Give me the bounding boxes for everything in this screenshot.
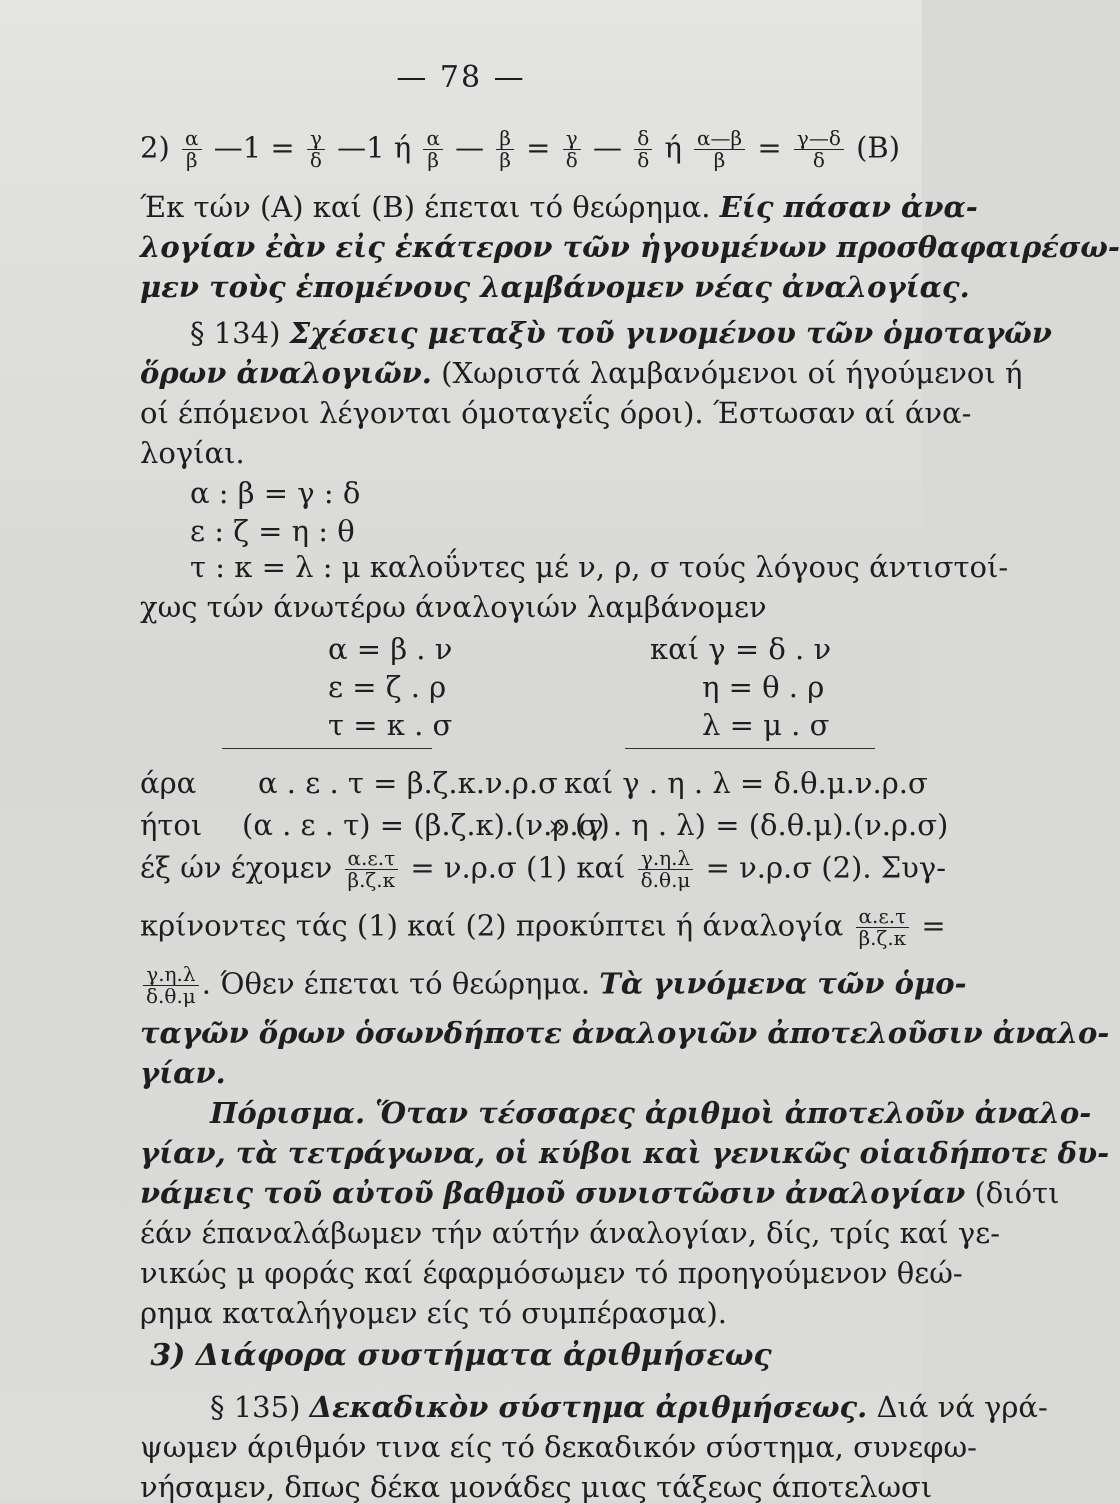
fraction-delta-delta: $\frac{\delta}{\delta}$	[634, 128, 652, 171]
fraction-aet-bzk-2: $\frac{\alpha.\varepsilon.\tau}{\beta.\zeta.\kappa}$	[856, 906, 910, 949]
htoi-label: ήτοι	[140, 808, 203, 842]
sys-row1-right: καί γ = δ . ν	[650, 632, 832, 666]
page-number: — 78 —	[396, 60, 526, 95]
proportion-2: ε : ζ = η : θ	[190, 514, 355, 548]
fraction-gmd-delta: $\frac{\gamma—\delta}{\delta}$	[794, 128, 844, 171]
fraction-amb-beta: $\frac{\alpha—\beta}{\beta}$	[694, 128, 745, 171]
fraction-ghl-dthm: $\frac{\gamma.\eta.\lambda}{\delta.\theta.\mu}$	[638, 848, 694, 891]
text-line-5: ὅρων ἀναλογιῶν. (Χωριστά λαμβανόμενοι οί ήγούμενοι ή	[140, 356, 1023, 390]
sys-row3-left: τ = κ . σ	[328, 708, 453, 742]
fraction-gamma-delta-2: $\frac{\gamma}{\delta}$	[563, 128, 581, 171]
sys-row1-left: α = β . ν	[328, 632, 453, 666]
rule-left	[222, 748, 432, 749]
proportion-3: τ : κ = λ : μ καλοΰντες μέ ν, ρ, σ τούς λόγους άντιστοί-	[190, 550, 1009, 584]
ara-right: καί γ . η . λ = δ.θ.μ.ν.ρ.σ	[564, 766, 928, 800]
fraction-alpha-beta-2: $\frac{\alpha}{\beta}$	[423, 128, 443, 171]
result-line-2: κρίνοντες τάς (1) καί (2) προκύπτει ή άναλογία $\frac{\alpha.\varepsilon.\tau}{\beta.\zeta.\kappa}$ =	[140, 904, 946, 950]
ara-left: α . ε . τ = β.ζ.κ.ν.ρ.σ	[258, 766, 558, 800]
fraction-beta-beta: $\frac{\beta}{\beta}$	[496, 128, 514, 171]
htoi-right: » (γ . η . λ) = (δ.θ.μ).(ν.ρ.σ)	[548, 808, 949, 842]
proportion-1: α : β = γ : δ	[190, 476, 361, 510]
porisma-line-6: ρημα καταλήγομεν είς τό συμπέρασμα).	[140, 1296, 727, 1330]
text-line-11: χως τών άνωτέρω άναλογιών λαμβάνομεν	[140, 590, 767, 624]
ara-label: άρα	[140, 766, 197, 800]
fraction-gamma-delta: $\frac{\gamma}{\delta}$	[307, 128, 325, 171]
sys-row3-right: λ = μ . σ	[702, 708, 830, 742]
sys-row2-left: ε = ζ . ρ	[328, 670, 447, 704]
section-135-line-2: ψωμεν άριθμόν τινα είς τό δεκαδικόν σύστημα, συνεφω-	[140, 1430, 977, 1464]
equation-2: 2) $\frac{\alpha}{\beta}$ —1 = $\frac{\gamma}{\delta}$ —1 ή $\frac{\alpha}{\beta}$ — $\frac{\beta}{\beta}$ = $\frac{\gamma}{\delta}$ — $\frac{\delta}{\delta}$ ή $\frac{\alpha—\beta}{\beta}$ = $\frac{\gamma—\delta}{\delta}$ (B)	[140, 126, 901, 172]
text-line-2: λογίαν ἐὰν εἰς ἑκάτερον τῶν ἡγουμένων προσθαφαιρέσω-	[140, 230, 1120, 264]
rule-right	[625, 748, 875, 749]
section-135-line-3: νήσαμεν, δπως δέκα μονάδες μιας τάξεως άποτελωσι	[140, 1470, 933, 1504]
text-line-6: οί έπόμενοι λέγονται όμοταγεΐς όροι). Έστωσαν αί άνα-	[140, 396, 972, 430]
text-line-3: μεν τοὺς ἑπομένους λαμβάνομεν νέας ἀναλογίας.	[140, 270, 970, 304]
result-line-4: ταγῶν ὅρων ὁσωνδήποτε ἀναλογιῶν ἀποτελοῦσιν ἀναλο-	[140, 1016, 1110, 1050]
result-line-1: έξ ών έχομεν $\frac{\alpha.\varepsilon.\tau}{\beta.\zeta.\kappa}$ = ν.ρ.σ (1) καί $\frac{\gamma.\eta.\lambda}{\delta.\theta.\mu}$ = ν.ρ.σ (2). Συγ-	[140, 846, 947, 892]
fraction-aet-bzk: $\frac{\alpha.\varepsilon.\tau}{\beta.\zeta.\kappa}$	[345, 848, 399, 891]
porisma-line-5: νικώς μ φοράς καί έφαρμόσωμεν τό προηγούμενον θεώ-	[140, 1256, 963, 1290]
text-line-7: λογίαι.	[140, 436, 245, 470]
htoi-left: (α . ε . τ) = (β.ζ.κ).(ν.ρ.σ)	[242, 808, 610, 842]
fraction-ghl-dthm-2: $\frac{\gamma.\eta.\lambda}{\delta.\theta.\mu}$	[143, 964, 199, 1007]
result-line-3: $\frac{\gamma.\eta.\lambda}{\delta.\theta.\mu}$ . Όθεν έπεται τό θεώρημα. Τὰ γινόμενα τῶν ὁμο-	[140, 964, 894, 1007]
fraction-alpha-beta: $\frac{\alpha}{\beta}$	[182, 128, 202, 171]
porisma-line-2: γίαν, τὰ τετράγωνα, οἱ κύβοι καὶ γενικῶς οἱαιδήποτε δυ-	[140, 1136, 1110, 1170]
porisma-line-1: Πόρισμα. Ὅταν τέσσαρες ἀριθμοὶ ἀποτελοῦν ἀναλο-	[210, 1096, 1092, 1130]
porisma-line-4: έάν έπαναλάβωμεν τήν αύτήν άναλογίαν, δίς, τρίς καί γε-	[140, 1216, 1001, 1250]
result-line-5: γίαν.	[140, 1056, 226, 1090]
porisma-line-3: νάμεις τοῦ αὐτοῦ βαθμοῦ συνιστῶσιν ἀναλογίαν (διότι	[140, 1176, 1060, 1210]
section-134-title: § 134) Σχέσεις μεταξὺ τοῦ γινομένου τῶν ὁμοταγῶν	[190, 316, 1052, 350]
section-135-line-1: § 135) Δεκαδικὸν σύστημα ἀριθμήσεως. Διά νά γρά-	[210, 1390, 1048, 1424]
sys-row2-right: η = θ . ρ	[702, 670, 825, 704]
section-heading: 3) Διάφορα συστήματα ἀριθμήσεως	[150, 1338, 772, 1373]
text-line-1: Έκ τών (Α) καί (Β) έπεται τό θεώρημα. Είς πάσαν ἀνα-	[140, 190, 978, 224]
